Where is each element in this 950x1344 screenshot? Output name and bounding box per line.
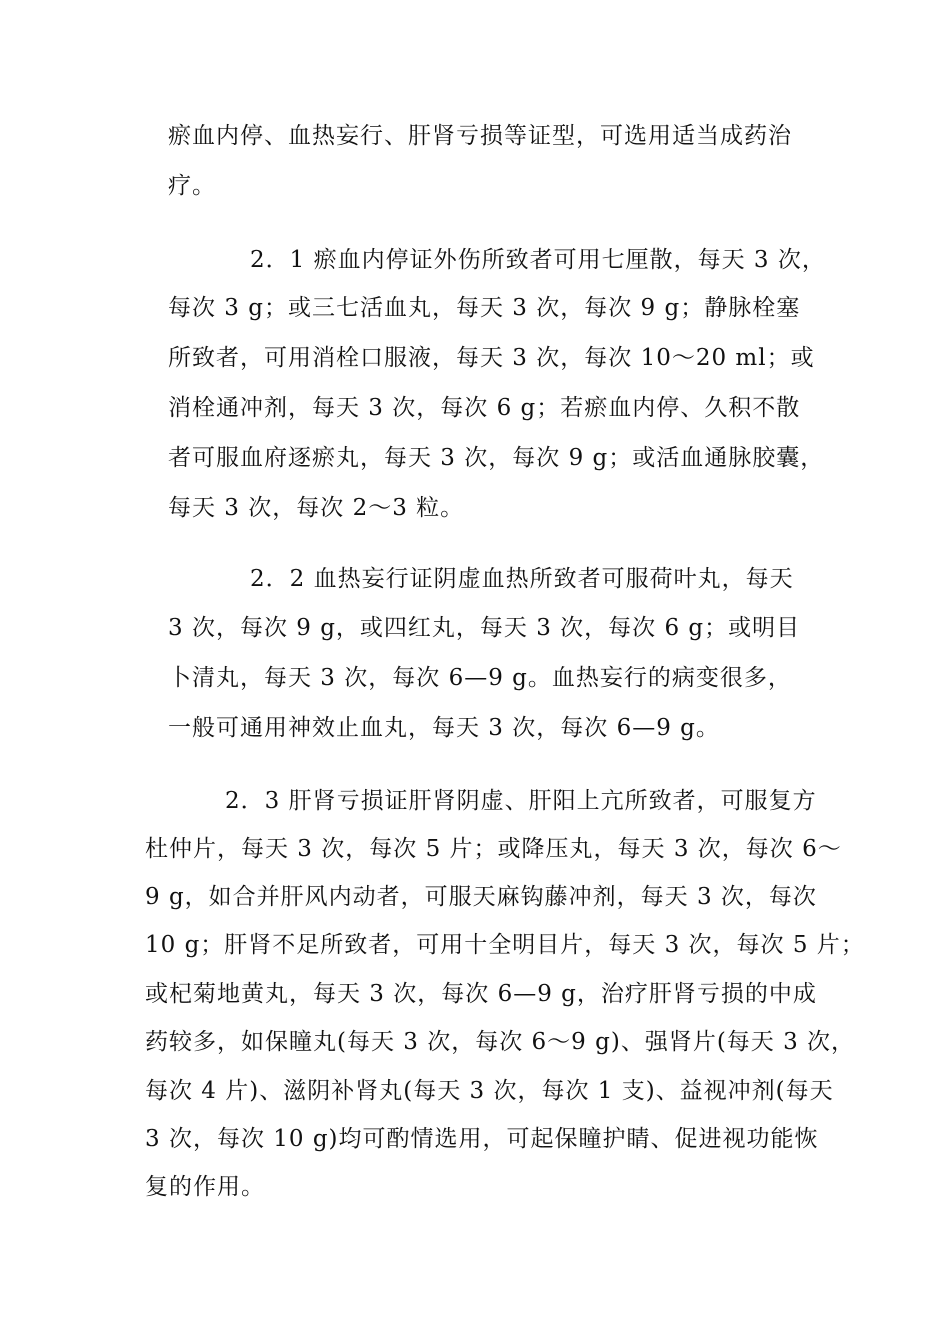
section-2-3-line-3: 9 g，如合并肝风内动者，可服天麻钩藤冲剂，每天 3 次，每次 — [145, 884, 817, 910]
section-2-2-line-1: 2．2 血热妄行证阴虚血热所致者可服荷叶丸，每天 — [250, 566, 794, 592]
section-2-3-line-5: 或杞菊地黄丸，每天 3 次，每次 6—9 g，治疗肝肾亏损的中成 — [145, 981, 817, 1007]
section-2-3-line-7: 每次 4 片)、滋阴补肾丸(每天 3 次，每次 1 支)、益视冲剂(每天 — [145, 1078, 834, 1104]
section-2-2-line-4: 一般可通用神效止血丸，每天 3 次，每次 6—9 g。 — [168, 715, 720, 741]
intro-line-2: 疗。 — [168, 173, 216, 199]
section-2-3-line-9: 复的作用。 — [145, 1174, 265, 1200]
section-2-1-line-6: 每天 3 次，每次 2～3 粒。 — [168, 495, 465, 521]
section-2-1-line-1: 2．1 瘀血内停证外伤所致者可用七厘散，每天 3 次， — [250, 247, 826, 273]
section-2-3-line-4: 10 g；肝肾不足所致者，可用十全明目片，每天 3 次，每次 5 片； — [145, 932, 865, 958]
section-2-2-line-2: 3 次，每次 9 g，或四红丸，每天 3 次，每次 6 g；或明目 — [168, 615, 801, 641]
section-2-3-line-6: 药较多，如保瞳丸(每天 3 次，每次 6～9 g)、强肾片(每天 3 次， — [145, 1029, 856, 1055]
section-2-2-line-3: 卜清丸，每天 3 次，每次 6—9 g。血热妄行的病变很多， — [168, 665, 792, 691]
section-2-3-line-2: 杜仲片，每天 3 次，每次 5 片；或降压丸，每天 3 次，每次 6～ — [145, 836, 842, 862]
section-2-1-line-2: 每次 3 g；或三七活血丸，每天 3 次，每次 9 g；静脉栓塞 — [168, 295, 801, 321]
section-2-3-line-1: 2．3 肝肾亏损证肝肾阴虚、肝阳上亢所致者，可服复方 — [225, 788, 817, 814]
section-2-1-line-4: 消栓通冲剂，每天 3 次，每次 6 g；若瘀血内停、久积不散 — [168, 395, 801, 421]
section-2-3-line-8: 3 次，每次 10 g)均可酌情选用，可起保瞳护睛、促进视功能恢 — [145, 1126, 819, 1152]
intro-line-1: 瘀血内停、血热妄行、肝肾亏损等证型，可选用适当成药治 — [168, 123, 792, 149]
section-2-1-line-3: 所致者，可用消栓口服液，每天 3 次，每次 10～20 ml；或 — [168, 345, 815, 371]
section-2-1-line-5: 者可服血府逐瘀丸，每天 3 次，每次 9 g；或活血通脉胶囊， — [168, 445, 825, 471]
